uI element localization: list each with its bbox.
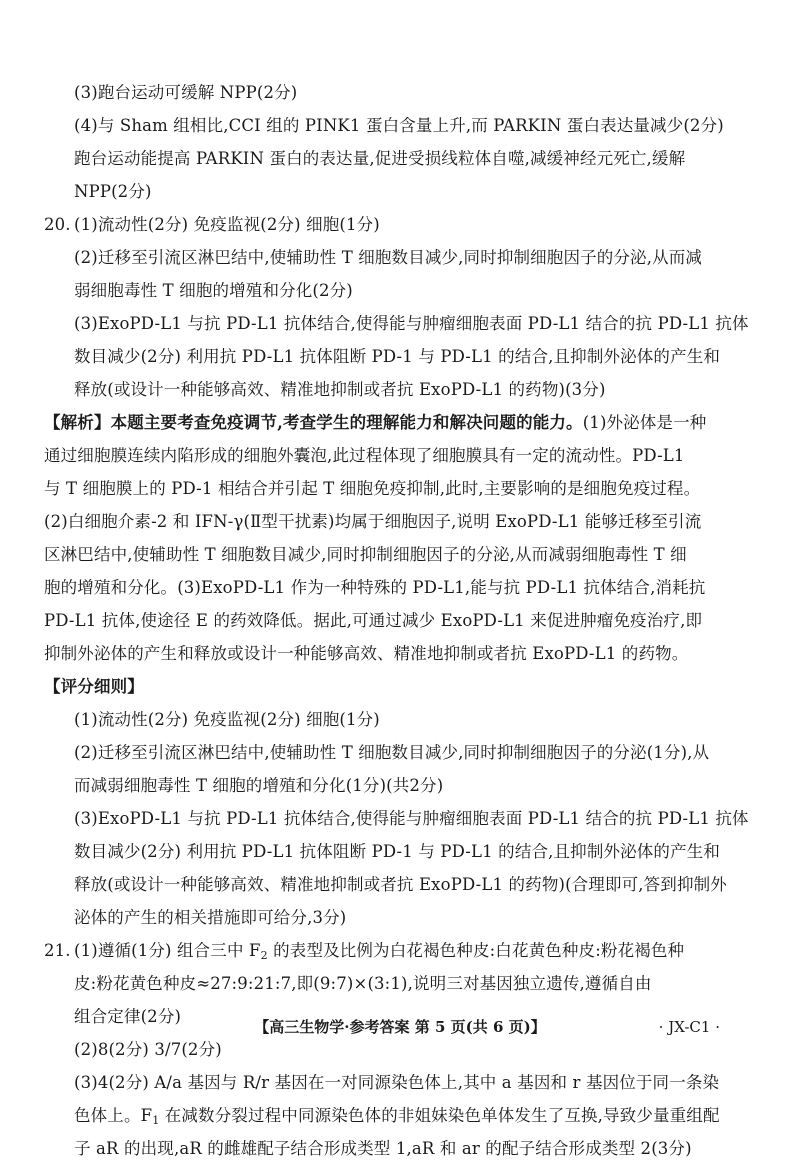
text-line: (2)8(2分) 3/7(2分) xyxy=(74,1040,222,1059)
text-line: (4)与 Sham 组相比,CCI 组的 PINK1 蛋白含量上升,而 PARKIN 蛋白表达量减少(2分) xyxy=(74,116,724,135)
text-span: (1)遵循(1分) 组合三中 F xyxy=(74,941,261,960)
subscript: 1 xyxy=(152,1114,160,1127)
question-20-line xyxy=(44,208,730,241)
text-line: 弱细胞毒性 T 细胞的增殖和分化(2分) xyxy=(74,281,353,300)
text-line: 胞的增殖和分化。(3)ExoPD-L1 作为一种特殊的 PD-L1,能与抗 PD-L1 抗体结合,消耗抗 xyxy=(44,578,706,597)
question-number: 20. xyxy=(44,215,71,234)
question-21-line xyxy=(44,934,730,967)
text-line: 数目减少(2分) 利用抗 PD-L1 抗体阻断 PD-1 与 PD-L1 的结合,且抑制外泌体的产生和 xyxy=(74,347,721,366)
text-line: (2)迁移至引流区淋巴结中,使辅助性 T 细胞数目减少,同时抑制细胞因子的分泌(1分),从 xyxy=(74,743,710,762)
text-line: 子 aR 的出现,aR 的雌雄配子结合形成类型 1,aR 和 ar 的配子结合形成类型 2(3分) xyxy=(74,1139,692,1158)
text-line: 组合定律(2分) xyxy=(74,1007,182,1026)
text-line: 释放(或设计一种能够高效、精准地抑制或者抗 ExoPD-L1 的药物)(合理即可,答到抑制外 xyxy=(74,875,727,894)
subscript: 2 xyxy=(260,949,268,962)
text-line: (2)迁移至引流区淋巴结中,使辅助性 T 细胞数目减少,同时抑制细胞因子的分泌,从而减 xyxy=(74,248,703,267)
text-line: 释放(或设计一种能够高效、精准地抑制或者抗 ExoPD-L1 的药物)(3分) xyxy=(74,380,606,399)
text-span: 的表型及比例为白花褐色种皮:白花黄色种皮:粉花褐色种 xyxy=(267,941,685,960)
text-line: (3)跑台运动可缓解 NPP(2分) xyxy=(74,83,298,102)
text-line: (3)ExoPD-L1 与抗 PD-L1 抗体结合,使得能与肿瘤细胞表面 PD-L1 结合的抗 PD-L1 抗体 xyxy=(74,314,749,333)
text-line: (3)ExoPD-L1 与抗 PD-L1 抗体结合,使得能与肿瘤细胞表面 PD-L1 结合的抗 PD-L1 抗体 xyxy=(74,809,749,828)
footer-title: 【高三生物学·参考答案 第 5 页(共 6 页)】 xyxy=(254,1018,546,1036)
text-line: NPP(2分) xyxy=(74,182,152,201)
footer-code: · JX-C1 · xyxy=(658,1018,720,1036)
answer-content xyxy=(44,76,749,1165)
text-line: (2)白细胞介素-2 和 IFN-γ(Ⅱ型干扰素)均属于细胞因子,说明 ExoPD-L1 能够迁移至引流 xyxy=(44,512,702,531)
text-line: 跑台运动能提高 PARKIN 蛋白的表达量,促进受损线粒体自噬,减缓神经元死亡,缓解 xyxy=(74,149,686,168)
analysis-heading: 【解析】本题主要考查免疫调节,考查学生的理解能力和解决问题的能力。 xyxy=(44,413,583,432)
text-line: 区淋巴结中,使辅助性 T 细胞数目减少,同时抑制细胞因子的分泌,从而减弱细胞毒性 T 细 xyxy=(44,545,687,564)
text-line: (3)4(2分) A/a 基因与 R/r 基因在一对同源染色体上,其中 a 基因和 r 基因位于同一条染 xyxy=(74,1073,720,1092)
scoring-heading: 【评分细则】 xyxy=(44,677,144,696)
text-line: 泌体的产生的相关措施即可给分,3分) xyxy=(74,908,347,927)
text-line: 数目减少(2分) 利用抗 PD-L1 抗体阻断 PD-1 与 PD-L1 的结合,且抑制外泌体的产生和 xyxy=(74,842,721,861)
text-line: 与 T 细胞膜上的 PD-1 相结合并引起 T 细胞免疫抑制,此时,主要影响的是细胞免疫过程。 xyxy=(44,479,701,498)
text-line: (1)流动性(2分) 免疫监视(2分) 细胞(1分) xyxy=(74,710,380,729)
analysis-line xyxy=(44,406,730,439)
page-footer xyxy=(0,1012,800,1042)
text-line: 而减弱细胞毒性 T 细胞的增殖和分化(1分)(共2分) xyxy=(74,776,444,795)
text-line: 通过细胞膜连续内陷形成的细胞外囊泡,此过程体现了细胞膜具有一定的流动性。PD-L1 xyxy=(44,446,685,465)
text-span: 色体上。F xyxy=(74,1106,153,1125)
text-span: (1)外泌体是一种 xyxy=(582,413,707,432)
question-number: 21. xyxy=(44,941,71,960)
text-span: 在减数分裂过程中同源染色体的非姐妹染色单体发生了互换,导致少量重组配 xyxy=(159,1106,720,1125)
text-line: PD-L1 抗体,使途径 E 的药效降低。据此,可通过减少 ExoPD-L1 来促进肿瘤免疫治疗,即 xyxy=(44,611,703,630)
text-line: 皮:粉花黄色种皮≈27:9:21:7,即(9:7)×(3:1),说明三对基因独立遗传,遵循自由 xyxy=(74,974,652,993)
text-span: (1)流动性(2分) 免疫监视(2分) 细胞(1分) xyxy=(74,215,380,234)
text-line: 抑制外泌体的产生和释放或设计一种能够高效、精准地抑制或者抗 ExoPD-L1 的药物。 xyxy=(44,644,689,663)
text-line xyxy=(74,1099,730,1132)
